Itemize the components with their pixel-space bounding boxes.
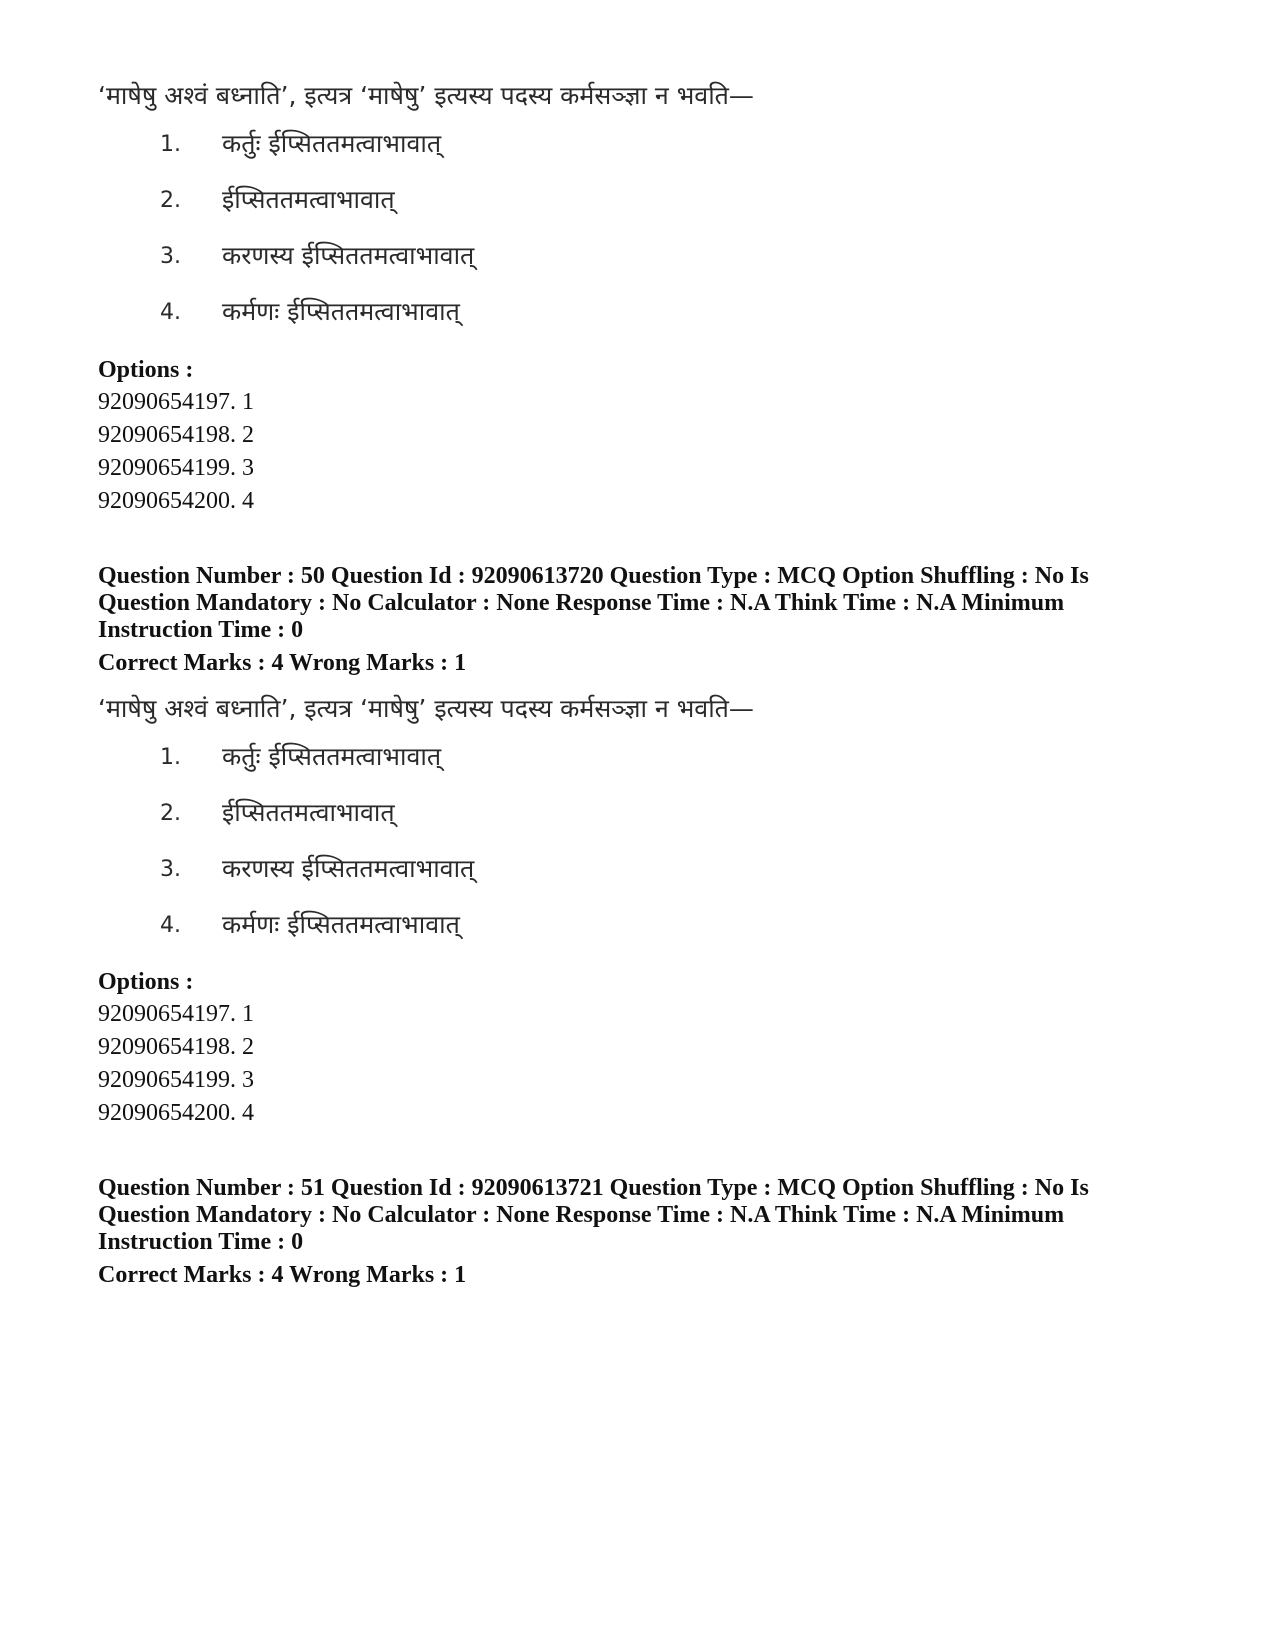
question-text: ‘माषेषु अश्वं बध्नाति’, इत्यत्र ‘माषेषु’ इत्यस्य पदस्य कर्मसञ्ज्ञा न भवति— (98, 81, 754, 110)
choice-text: ईप्सिततमत्वाभावात् (222, 798, 395, 827)
option-id: 92090654198. 2 (98, 422, 254, 448)
choice-text: ईप्सिततमत्वाभावात् (222, 185, 395, 214)
choice-text: कर्मणः ईप्सिततमत्वाभावात् (222, 297, 460, 326)
question-meta (98, 1175, 1198, 1256)
question-meta (98, 563, 1198, 644)
choice-number: 3. (160, 857, 181, 882)
choice-number: 4. (160, 300, 181, 325)
choice-text: करणस्य ईप्सिततमत्वाभावात् (222, 241, 475, 270)
option-id: 92090654200. 4 (98, 488, 254, 514)
option-id: 92090654199. 3 (98, 1067, 254, 1093)
options-heading: Options : (98, 969, 194, 995)
choice-text: कर्मणः ईप्सिततमत्वाभावात् (222, 910, 460, 939)
choice-number: 2. (160, 188, 181, 213)
meta-line: Question Mandatory : No Calculator : None Response Time : N.A Think Time : N.A Minimum (98, 590, 1065, 616)
marks-line: Correct Marks : 4 Wrong Marks : 1 (98, 1262, 467, 1288)
option-id: 92090654197. 1 (98, 389, 254, 415)
choice-number: 4. (160, 913, 181, 938)
option-id: 92090654200. 4 (98, 1100, 254, 1126)
options-list (98, 386, 254, 518)
meta-line: Instruction Time : 0 (98, 617, 304, 643)
meta-line: Question Number : 51 Question Id : 92090613721 Question Type : MCQ Option Shuffling : No Is (98, 1175, 1089, 1201)
choice-text: कर्तुः ईप्सिततमत्वाभावात् (222, 742, 442, 771)
choice-text: कर्तुः ईप्सिततमत्वाभावात् (222, 129, 442, 158)
meta-line: Instruction Time : 0 (98, 1229, 304, 1255)
choice-number: 1. (160, 745, 181, 770)
options-heading: Options : (98, 357, 194, 383)
choice-number: 1. (160, 132, 181, 157)
choice-number: 2. (160, 801, 181, 826)
question-text: ‘माषेषु अश्वं बध्नाति’, इत्यत्र ‘माषेषु’ इत्यस्य पदस्य कर्मसञ्ज्ञा न भवति— (98, 694, 754, 723)
option-id: 92090654199. 3 (98, 455, 254, 481)
choice-text: करणस्य ईप्सिततमत्वाभावात् (222, 854, 475, 883)
marks-line: Correct Marks : 4 Wrong Marks : 1 (98, 650, 467, 676)
options-list (98, 998, 254, 1130)
meta-line: Question Mandatory : No Calculator : None Response Time : N.A Think Time : N.A Minimum (98, 1202, 1065, 1228)
choice-number: 3. (160, 244, 181, 269)
option-id: 92090654197. 1 (98, 1001, 254, 1027)
meta-line: Question Number : 50 Question Id : 92090613720 Question Type : MCQ Option Shuffling : No Is (98, 563, 1089, 589)
option-id: 92090654198. 2 (98, 1034, 254, 1060)
